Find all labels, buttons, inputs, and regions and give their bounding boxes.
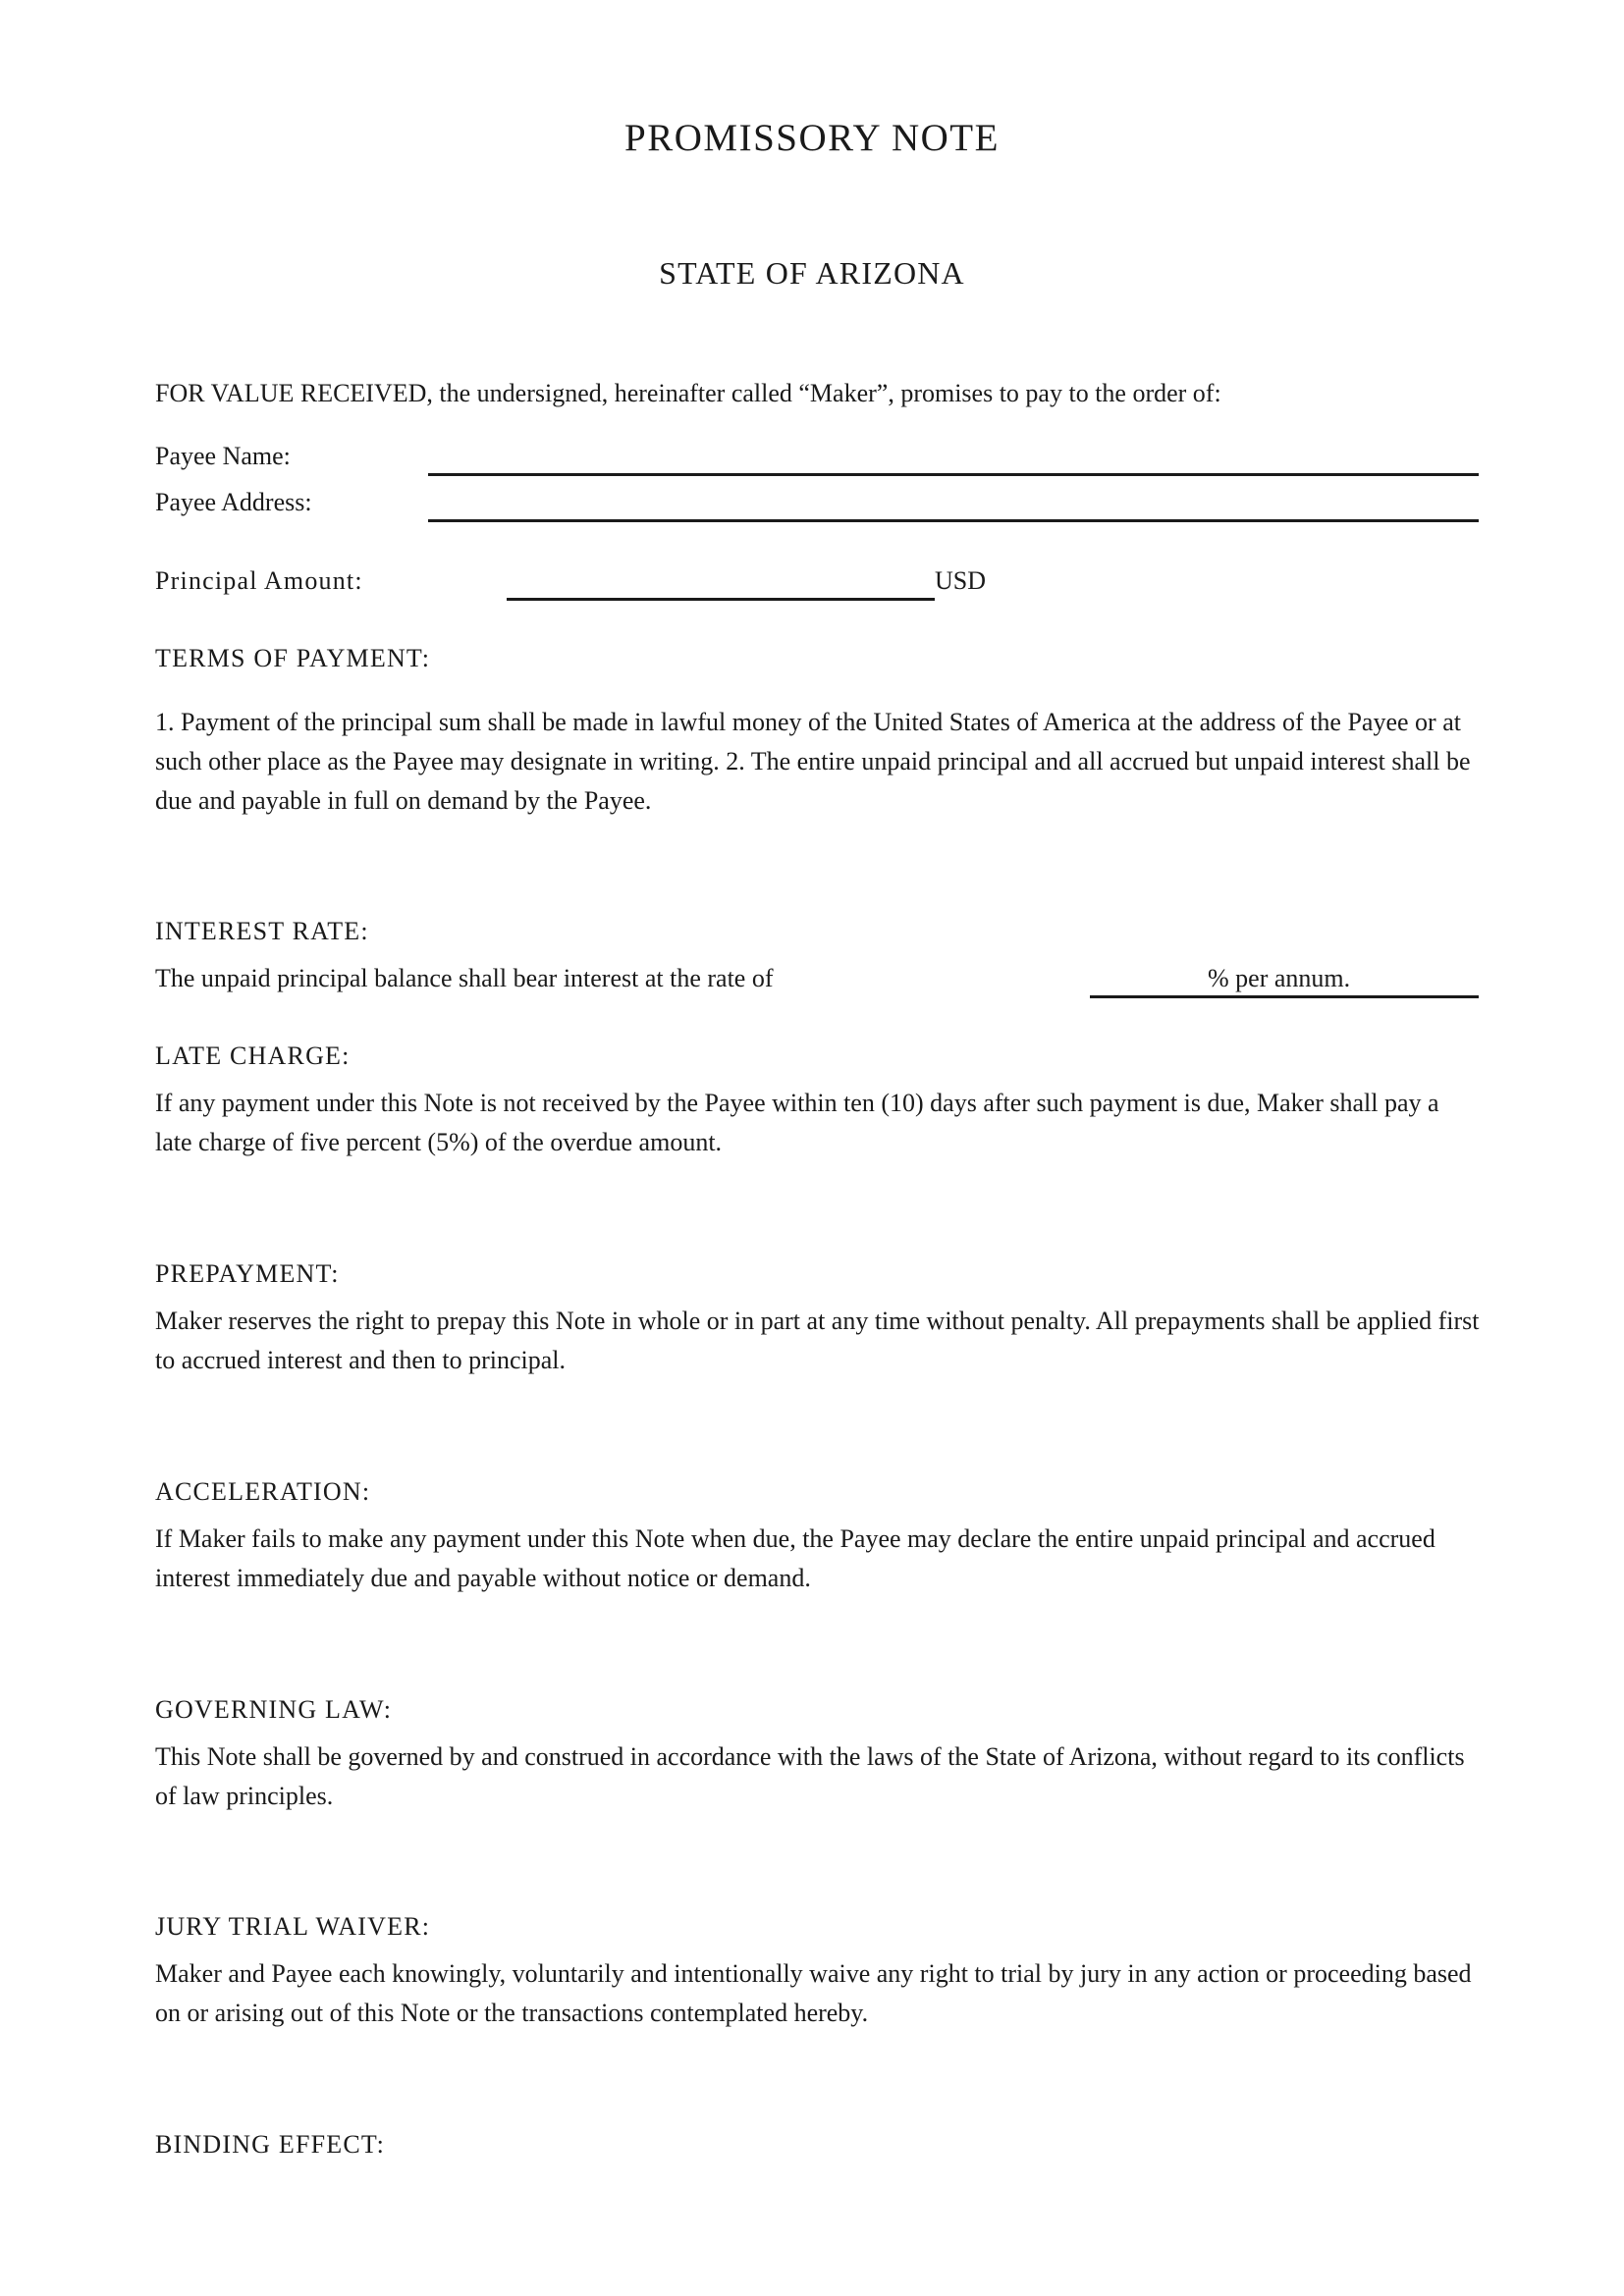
principal-amount-label: Principal Amount: — [155, 566, 363, 595]
late-charge-text: If any payment under this Note is not received by the Payee within ten (10) days after such payment is due, Maker shall pay a late charge of five percent (5%) of the overdue amount. — [155, 1089, 1439, 1156]
payee-name-underline — [428, 473, 1479, 476]
intro-text: FOR VALUE RECEIVED, the undersigned, hereinafter called “Maker”, promises to pay to the order of: — [155, 379, 1221, 407]
currency-label: USD — [935, 566, 987, 595]
document-title: PROMISSORY NOTE — [624, 117, 1000, 159]
payee-name-label: Payee Name: — [155, 442, 291, 470]
terms-heading: TERMS OF PAYMENT: — [155, 644, 431, 672]
payee-address-field[interactable] — [432, 484, 1475, 515]
document-subtitle: STATE OF ARIZONA — [659, 255, 965, 291]
payee-address-underline — [428, 519, 1479, 522]
terms-text: 1. Payment of the principal sum shall be made in lawful money of the United States of America at the address of the Payee or at such other place as the Payee may designate in writing. 2. The entire unpaid principal and all accrued but unpaid interest shall be due and payable in full on demand by the Payee. — [155, 708, 1471, 815]
prepayment-heading: PREPAYMENT: — [155, 1259, 340, 1288]
interest-heading: INTEREST RATE: — [155, 917, 369, 945]
interest-suffix: % per annum. — [1208, 964, 1351, 992]
payee-name-field[interactable] — [432, 438, 1475, 469]
principal-amount-field[interactable] — [511, 562, 933, 594]
principal-amount-underline — [507, 598, 935, 601]
governing-law-heading: GOVERNING LAW: — [155, 1695, 393, 1724]
acceleration-heading: ACCELERATION: — [155, 1477, 371, 1506]
jury-waiver-heading: JURY TRIAL WAIVER: — [155, 1912, 431, 1941]
binding-effect-heading: BINDING EFFECT: — [155, 2130, 386, 2159]
interest-text: The unpaid principal balance shall bear interest at the rate of — [155, 964, 774, 992]
interest-rate-field[interactable] — [1096, 960, 1204, 991]
prepayment-text: Maker reserves the right to prepay this Note in whole or in part at any time without penalty. All prepayments shall be applied first to accrued interest and then to principal. — [155, 1307, 1480, 1374]
jury-waiver-text: Maker and Payee each knowingly, voluntarily and intentionally waive any right to trial by jury in any action or proceeding based on or arising out of this Note or the transactions contemplated hereby. — [155, 1959, 1472, 2027]
late-charge-heading: LATE CHARGE: — [155, 1041, 351, 1070]
acceleration-text: If Maker fails to make any payment under this Note when due, the Payee may declare the entire unpaid principal and accrued interest immediately due and payable without notice or demand. — [155, 1524, 1435, 1592]
governing-law-text: This Note shall be governed by and construed in accordance with the laws of the State of Arizona, without regard to its conflicts of law principles. — [155, 1742, 1465, 1810]
interest-rate-underline — [1090, 995, 1479, 998]
payee-address-label: Payee Address: — [155, 488, 312, 516]
